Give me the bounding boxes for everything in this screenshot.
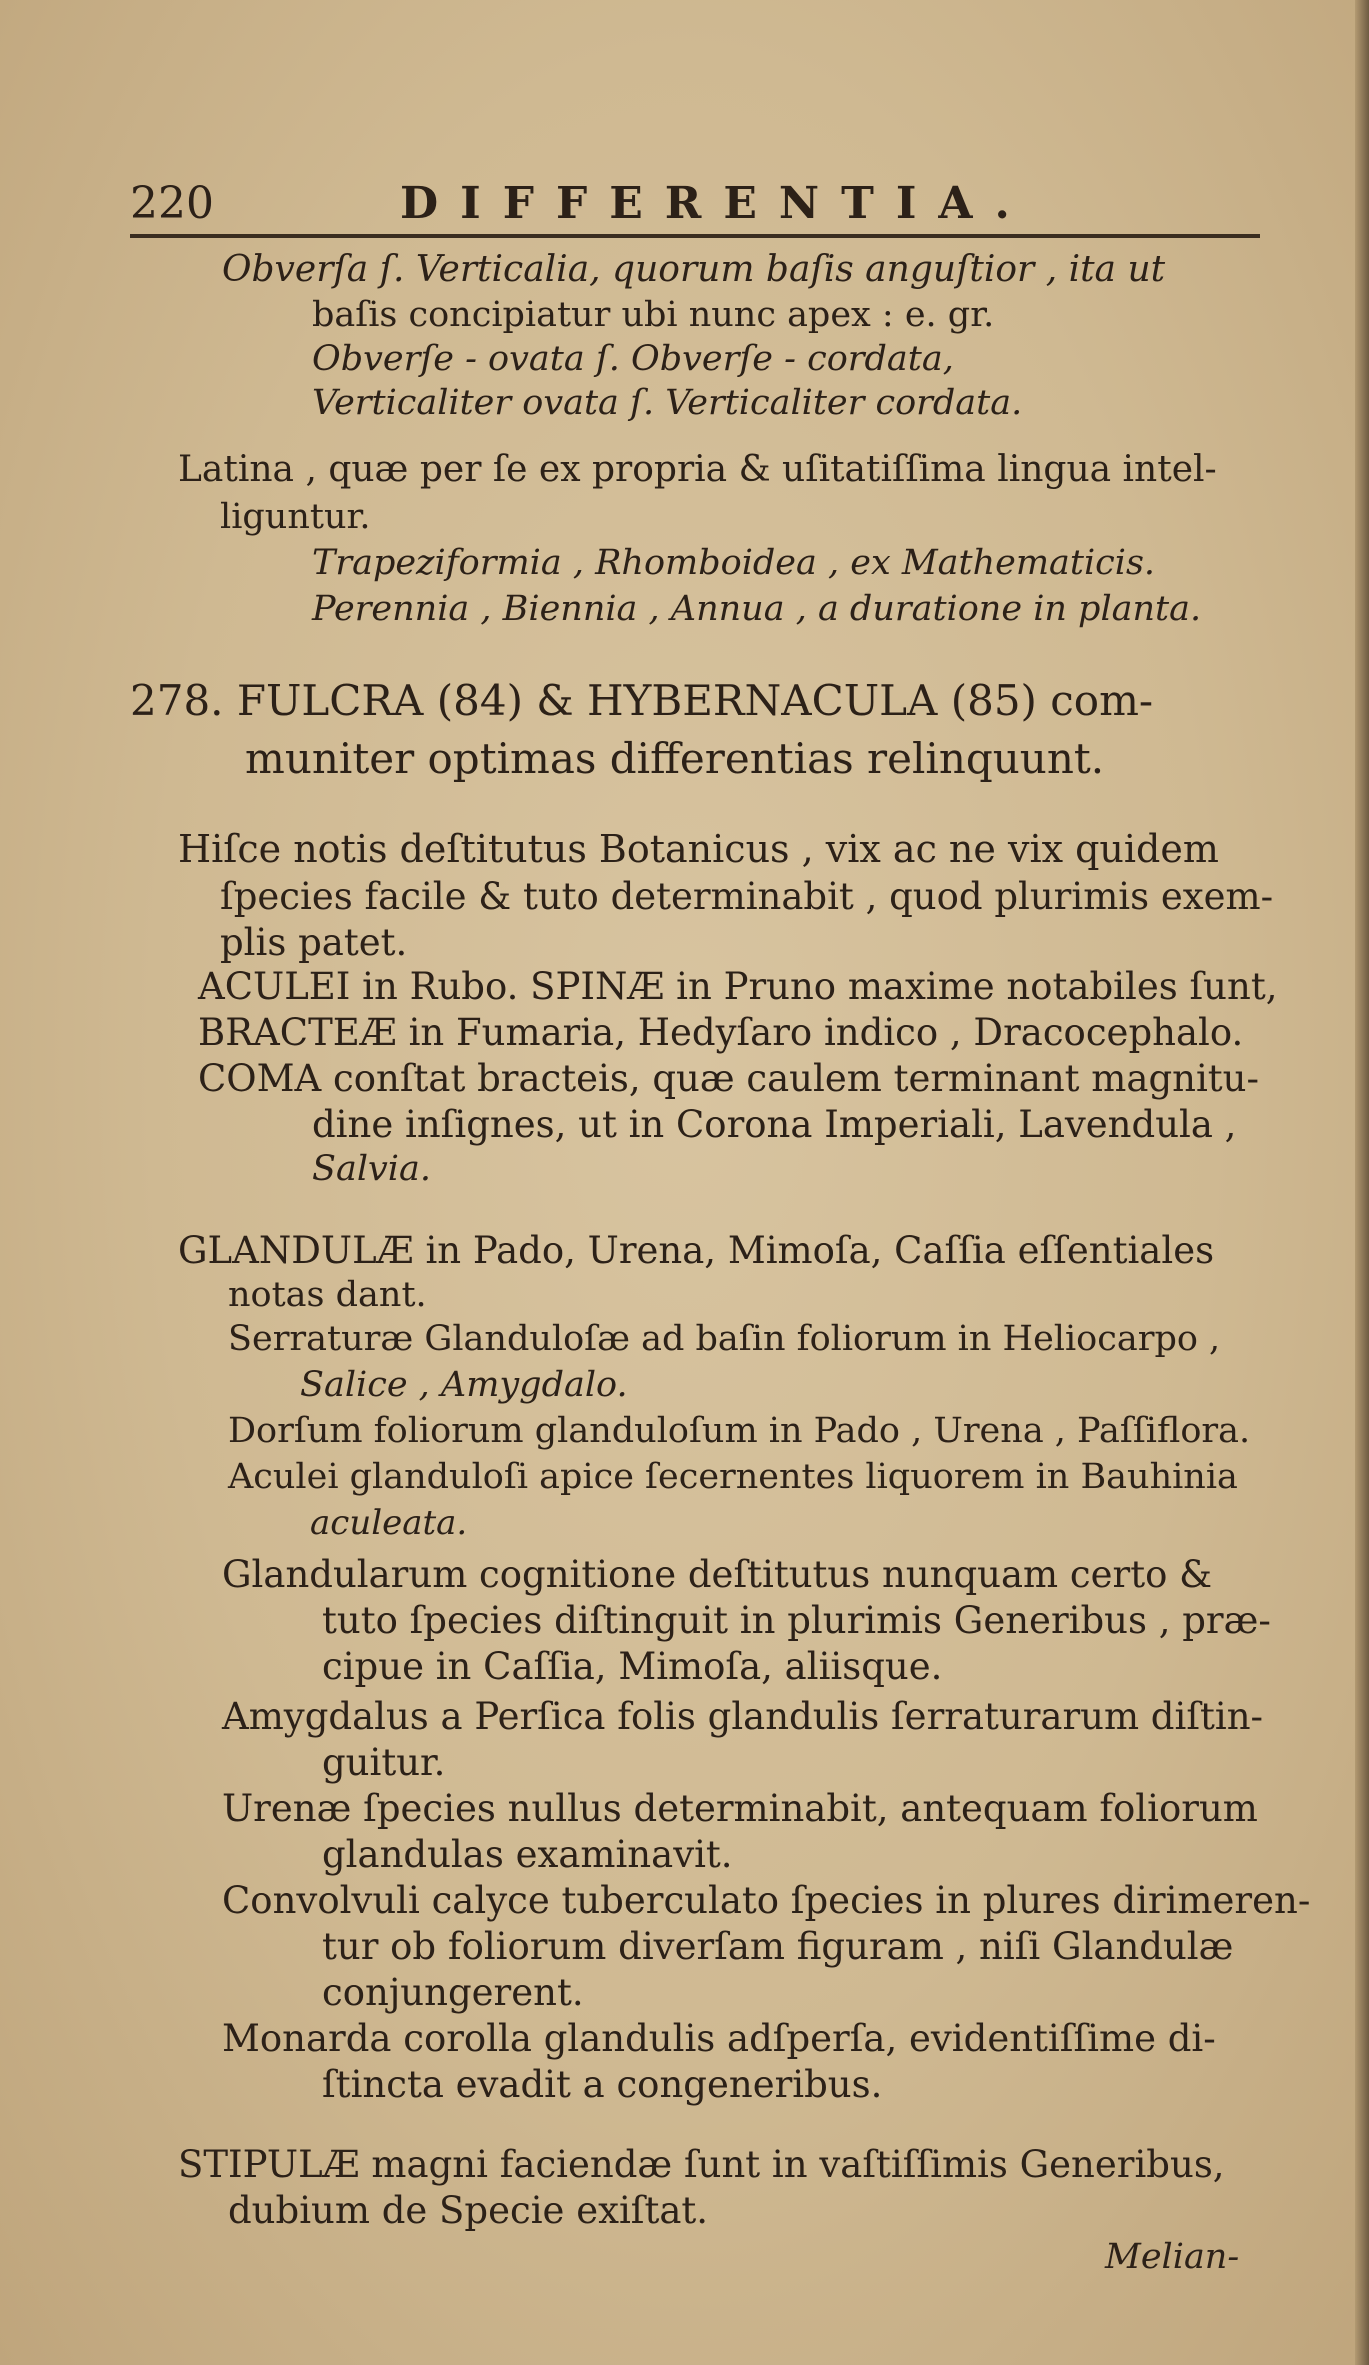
text-line: aculeata. — [310, 1503, 468, 1543]
text-line: ACULEI in Rubo. SPINÆ in Pruno maxime notabiles ſunt, — [198, 965, 1278, 1008]
text-line: guitur. — [322, 1741, 446, 1784]
text-line: dine inſignes, ut in Corona Imperiali, Lavendula , — [312, 1103, 1237, 1146]
text-line: Glandularum cognitione deſtitutus nunquam certo & — [222, 1553, 1213, 1596]
text-line: Dorſum foliorum glanduloſum in Pado , Urena , Paſſiflora. — [228, 1411, 1251, 1451]
text-line: BRACTEÆ in Fumaria, Hedyſaro indico , Dracocephalo. — [198, 1011, 1244, 1054]
text-line: Convolvuli calyce tuberculato ſpecies in plures dirimeren- — [222, 1879, 1311, 1922]
text-line: liguntur. — [220, 497, 371, 537]
text-line: Trapeziformia , Rhomboidea , ex Mathematicis. — [312, 543, 1156, 583]
text-line: GLANDULÆ in Pado, Urena, Mimoſa, Caſſia eſſentiales — [178, 1229, 1215, 1272]
running-title: DIFFERENTIA. — [400, 178, 1032, 229]
text-line: Latina , quæ per ſe ex propria & uſitatiſſima lingua intel- — [178, 449, 1217, 490]
running-header — [130, 178, 1290, 229]
text-line: glandulas examinavit. — [322, 1833, 733, 1876]
text-line: Urenæ ſpecies nullus determinabit, antequam foliorum — [222, 1787, 1258, 1830]
text-line: Obverſe - ovata ſ. Obverſe - cordata, — [312, 339, 954, 379]
text-line: tur ob foliorum diverſam figuram , niſi Glandulæ — [322, 1925, 1234, 1968]
page-number: 220 — [130, 178, 214, 229]
text-line: Salice , Amygdalo. — [300, 1365, 628, 1405]
page-spine-shadow — [1355, 0, 1369, 2365]
text-line: ſpecies facile & tuto determinabit , quod plurimis exem- — [220, 875, 1274, 918]
text-line: 278. FULCRA (84) & HYBERNACULA (85) com- — [130, 676, 1154, 725]
text-line: muniter optimas differentias relinquunt. — [245, 734, 1105, 783]
text-line: Amygdalus a Perſica folis glandulis ſerraturarum diſtin- — [222, 1695, 1264, 1738]
text-line: Perennia , Biennia , Annua , a duratione in planta. — [312, 589, 1202, 629]
header-rule — [130, 234, 1260, 238]
text-line: COMA conſtat bracteis, quæ caulem terminant magnitu- — [198, 1057, 1260, 1100]
text-line: Monarda corolla glandulis adſperſa, evidentiſſime di- — [222, 2017, 1216, 2060]
text-line: Serraturæ Glanduloſæ ad baſin foliorum in Heliocarpo , — [228, 1319, 1221, 1359]
text-line: ſtincta evadit a congeneribus. — [322, 2063, 883, 2106]
text-line: plis patet. — [220, 921, 408, 964]
text-line: Aculei glanduloſi apice ſecernentes liquorem in Bauhinia — [228, 1457, 1238, 1497]
text-line: tuto ſpecies diſtinguit in plurimis Generibus , præ- — [322, 1599, 1271, 1642]
text-line: conjungerent. — [322, 1971, 584, 2014]
text-line: STIPULÆ magni faciendæ ſunt in vaſtiſſimis Generibus, — [178, 2143, 1225, 2186]
text-line: Melian- — [1105, 2237, 1240, 2277]
text-line: Verticaliter ovata ſ. Verticaliter cordata. — [312, 383, 1023, 423]
text-line: Salvia. — [312, 1149, 431, 1189]
text-line: cipue in Caſſia, Mimoſa, aliisque. — [322, 1645, 943, 1688]
text-line: notas dant. — [228, 1275, 427, 1315]
text-line: baſis concipiatur ubi nunc apex : e. gr. — [312, 295, 995, 335]
text-line: Obverſa ſ. Verticalia, quorum baſis anguſtior , ita ut — [222, 249, 1166, 290]
text-line: dubium de Specie exiſtat. — [228, 2189, 709, 2232]
text-line: Hiſce notis deſtitutus Botanicus , vix ac ne vix quidem — [178, 827, 1219, 871]
